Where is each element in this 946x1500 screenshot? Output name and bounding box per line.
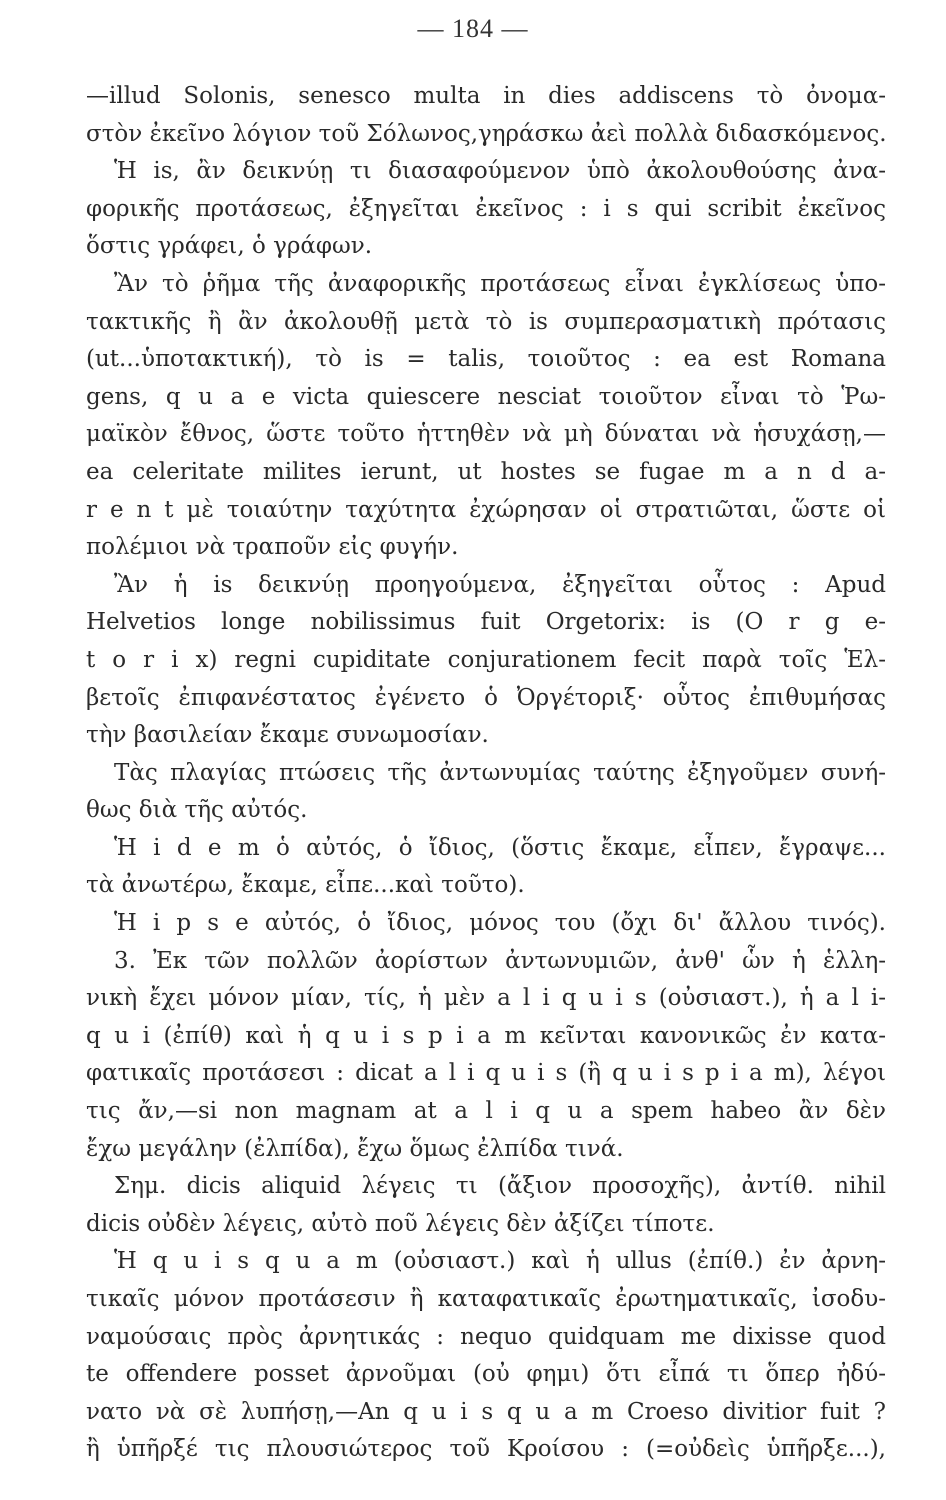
text-line-1: —illud Solonis, senesco multa in dies addiscens τὸ ὀνομα- [86, 83, 886, 109]
text-line-31: dicis οὐδὲν λέγεις, αὐτὸ ποῦ λέγεις δὲν ἀξίζει τίποτε. [86, 1210, 715, 1237]
text-line-17: βετοῖς ἐπιφανέστατος ἐγένετο ὁ Ὀργέτοριξ· οὗτος ἐπιθυμήσας [86, 684, 886, 711]
text-line-34: ναμούσαις πρὸς ἀρνητικάς : nequo quidquam me dixisse quod [86, 1323, 886, 1350]
text-line-28: τις ἄν,—si non magnam at a l i q u a spem habeo ἂν δὲν [86, 1098, 886, 1125]
text-line-19: Τὰς πλαγίας πτώσεις τῆς ἀντωνυμίας ταύτης ἐξηγοῦμεν συνή- [114, 759, 886, 786]
text-line-35: te offendere posset ἀρνοῦμαι (οὐ φημι) ὅτι εἶπά τι ὅπερ ἠδύ- [86, 1361, 886, 1388]
text-line-15: Helvetios longe nobilissimus fuit Orgetorix: is (O r g e- [86, 609, 886, 636]
text-line-25: νικὴ ἔχει μόνον μίαν, τίς, ἡ μὲν a l i q u i s (οὐσιαστ.), ἡ a l i- [86, 985, 886, 1012]
text-line-18: τὴν βασιλείαν ἔκαμε συνωμοσίαν. [86, 722, 489, 749]
text-line-29: ἔχω μεγάλην (ἐλπίδα), ἔχω ὅμως ἐλπίδα τινά. [86, 1135, 624, 1162]
text-line-33: τικαῖς μόνον προτάσεσιν ἢ καταφατικαῖς ἐρωτηματικαῖς, ἰσοδυ- [86, 1286, 886, 1312]
text-line-26: q u i (ἐπίθ) καὶ ἡ q u i s p i a m κεῖνται κανονικῶς ἐν κατα- [86, 1022, 886, 1049]
text-line-32: Ἡ q u i s q u a m (οὐσιαστ.) καὶ ἡ ullus (ἐπίθ.) ἐν ἀρνη- [114, 1248, 886, 1275]
text-line-3: Ἡ is, ἂν δεικνύῃ τι διασαφούμενον ὑπὸ ἀκολουθούσης ἀνα- [114, 158, 886, 185]
text-line-8: (ut...ὑποτακτική), τὸ is = talis, τοιοῦτος : ea est Romana [86, 346, 886, 373]
text-line-7: τακτικῆς ἢ ἂν ἀκολουθῇ μετὰ τὸ is συμπερασματικὴ πρότασις [86, 308, 886, 335]
text-line-2: στὸν ἐκεῖνο λόγιον τοῦ Σόλωνος,γηράσκω ἀεὶ πολλὰ διδασκόμενος. [86, 120, 887, 147]
text-line-9: gens, q u a e victa quiescere nesciat τοιοῦτον εἶναι τὸ Ῥω- [86, 383, 886, 410]
text-line-36: νατο νὰ σὲ λυπήσῃ,—An q u i s q u a m Croeso divitior fuit ? [86, 1398, 886, 1425]
page-number: — 184 — [417, 14, 529, 43]
text-line-5: ὅστις γράφει, ὁ γράφων. [86, 233, 373, 260]
text-line-13: πολέμιοι νὰ τραποῦν εἰς φυγήν. [86, 534, 459, 561]
text-line-23: Ἡ i p s e αὐτός, ὁ ἴδιος, μόνος του (ὄχι δι' ἄλλου τινός). [114, 910, 886, 937]
text-line-37: ἢ ὑπῆρξέ τις πλουσιώτερος τοῦ Κροίσου : (=οὐδεὶς ὑπῆρξε...), [86, 1436, 886, 1463]
text-line-21: Ἡ i d e m ὁ αὐτός, ὁ ἴδιος, (ὅστις ἔκαμε, εἶπεν, ἔγραψε... [114, 834, 886, 861]
text-line-11: ea celeritate milites ierunt, ut hostes se fugae m a n d a- [86, 458, 886, 485]
text-line-16: t o r i x) regni cupiditate conjurationem fecit παρὰ τοῖς Ἑλ- [86, 646, 886, 673]
page-text-body [86, 78, 886, 1469]
text-line-12: r e n t μὲ τοιαύτην ταχύτητα ἐχώρησαν οἱ στρατιῶται, ὥστε οἱ [86, 496, 886, 523]
text-line-30: Σημ. dicis aliquid λέγεις τι (ἄξιον προσοχῆς), ἀντίθ. nihil [114, 1173, 886, 1200]
text-line-20: θως διὰ τῆς αὐτός. [86, 797, 308, 824]
text-line-10: μαϊκὸν ἔθνος, ὥστε τοῦτο ἡττηθὲν νὰ μὴ δύναται νὰ ἡσυχάσῃ,— [86, 421, 886, 448]
text-line-22: τὰ ἀνωτέρω, ἔκαμε, εἶπε...καὶ τοῦτο). [86, 872, 525, 899]
text-line-24: 3. Ἐκ τῶν πολλῶν ἀορίστων ἀντωνυμιῶν, ἀνθ' ὧν ἡ ἑλλη- [114, 947, 886, 974]
text-line-4: φορικῆς προτάσεως, ἐξηγεῖται ἐκεῖνος : i s qui scribit ἐκεῖνος [86, 195, 886, 222]
text-line-27: φατικαῖς προτάσεσι : dicat a l i q u i s (ἢ q u i s p i a m), λέγοι [86, 1060, 886, 1087]
text-line-6: Ἂν τὸ ῥῆμα τῆς ἀναφορικῆς προτάσεως εἶναι ἐγκλίσεως ὑπο- [114, 270, 886, 297]
text-line-14: Ἂν ἡ is δεικνύῃ προηγούμενα, ἐξηγεῖται οὗτος : Apud [114, 571, 886, 598]
